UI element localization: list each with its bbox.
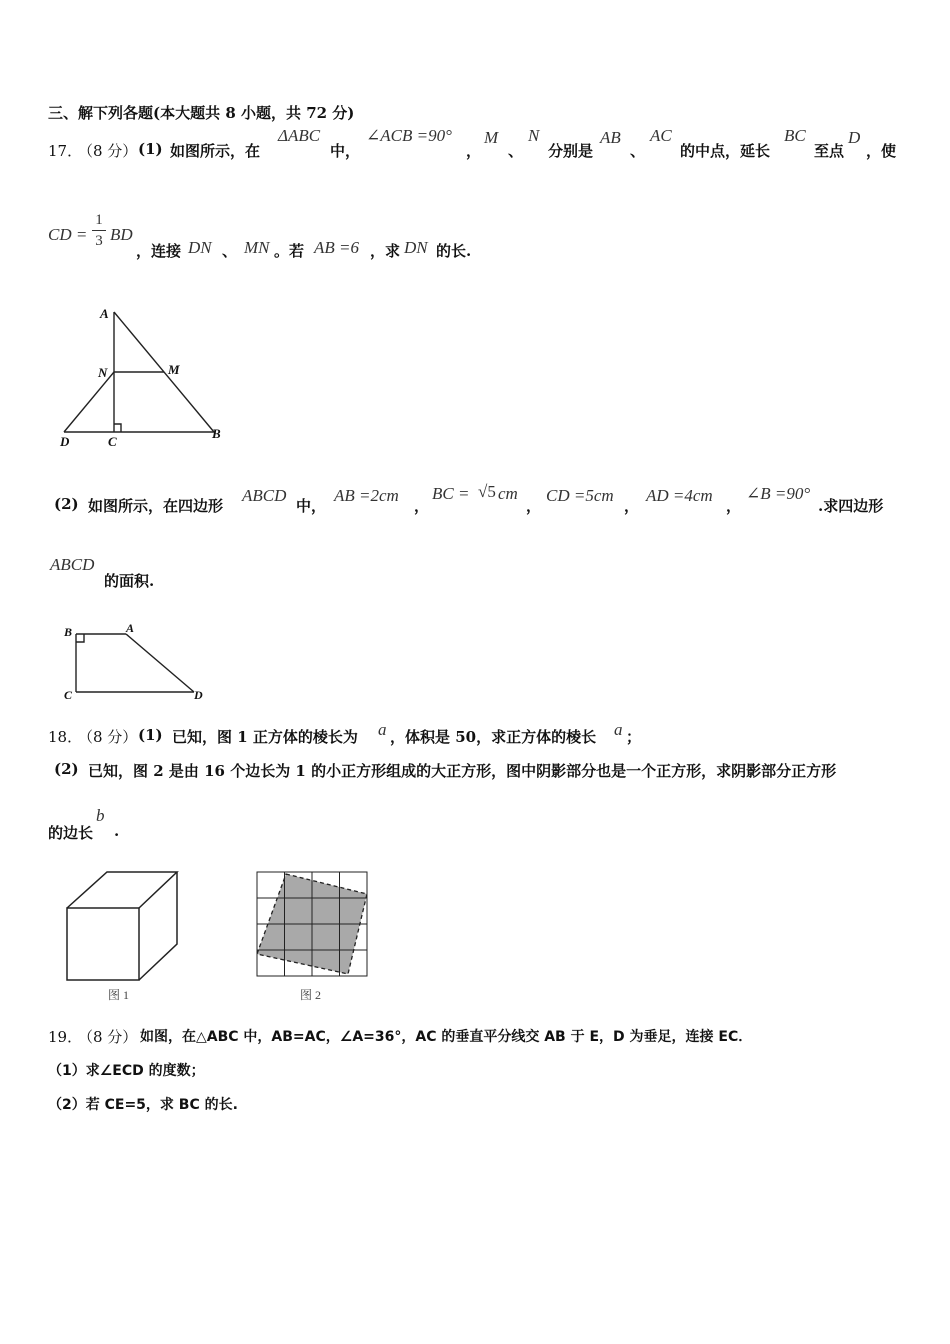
right-angle-mark [76,634,84,642]
q17-p1-text12: 。若 [274,242,305,260]
q17-math-AC: AC [650,126,672,145]
fraction-denominator: 3 [95,233,103,249]
section-header: 三、解下列各题(本大题共 8 小题，共 72 分) [48,104,355,122]
q18-p2-text1: 已知，图 2 是由 16 个边长为 1 的小正方形组成的大正方形，图中阴影部分也是一个正方形，求阴影部分正方形 [88,762,837,780]
q17-math-D: D [848,128,861,147]
q18-p1-text3: ； [626,728,642,746]
label-A: A [100,306,109,321]
q19-part1: （1）求∠ECD 的度数； [48,1063,205,1079]
q17-p2-comma1: ， [414,497,430,515]
q17-math-angle: ∠ACB =90° [366,126,452,145]
q17-math-BC: BC = [432,484,470,503]
q17-math-angleB: ∠B =90° [746,484,811,503]
q19-number: 19． [48,1028,83,1046]
label-M: M [168,362,180,377]
q17-math-BC: BC [784,126,806,145]
q18-p1-text2: ，体积是 50，求正方体的棱长 [390,728,597,746]
q17-figure2-quadrilateral [60,618,220,704]
q17-p1-text9: ，使 [866,142,897,160]
q17-p1-text7: 的中点，延长 [680,142,771,160]
cube-top-face [67,872,177,908]
segment-AD [126,634,194,692]
figure-caption-2: 图 2 [300,988,322,1002]
q17-figure1-triangle [50,300,240,455]
q17-math-AB: AB [600,128,621,147]
q17-math-triangle: ΔABC [278,126,321,145]
q17-p1-text10: ，连接 [136,242,182,260]
label-C: C [108,434,117,449]
q17-math-CD5cm: CD =5cm [546,486,614,505]
q17-math-DN2: DN [404,238,428,257]
q17-p2-text3: .求四边形 [818,497,884,515]
q17-math-ABCD: ABCD [242,486,287,505]
q17-math-DN: DN [188,238,212,257]
q17-part1-label: (1) [138,140,163,158]
q19-part2: （2）若 CE=5，求 BC 的长. [48,1097,238,1113]
q17-math-BD: BD [110,225,133,244]
q18-p2-text3: . [114,822,120,840]
q18-figure1-cube [60,866,190,1006]
label-D: D [60,434,70,449]
q17-p1-text6: 、 [630,142,646,160]
q17-math-AB6: AB =6 [314,238,359,257]
q17-math-CD: CD = [48,225,88,244]
q18-part2-label: (2) [54,760,79,778]
label-C: C [64,688,73,702]
q17-math-AD4cm: AD =4cm [646,486,713,505]
q17-math-N: N [528,126,540,145]
q18-part1-label: (1) [138,726,163,744]
right-angle-mark [114,424,121,432]
q19-stem: 如图，在△ABC 中，AB=AC，∠A=36°，AC 的垂直平分线交 AB 于 E，D 为垂足，连接 EC． [140,1029,753,1045]
q18-math-a: a [378,720,387,739]
q17-math-MN: MN [244,238,270,257]
q17-p1-text11: 、 [222,242,238,260]
q17-p1-text5: 分别是 [548,142,594,160]
q17-fraction [92,212,106,249]
q17-points: （8 分） [78,142,138,160]
q17-p2-text1: 如图所示，在四边形 [88,497,224,515]
q17-p1-text14: 的长. [436,242,472,260]
label-N: N [98,365,108,380]
label-D: D [194,688,203,702]
label-A: A [126,621,135,635]
q17-math-BC-unit: cm [498,484,518,503]
q18-p2-text2: 的边长 [48,824,94,842]
q17-p2-text4: 的面积. [104,572,155,590]
q17-math-AB2cm: AB =2cm [334,486,399,505]
q17-p1-text13: ，求 [370,242,401,260]
q17-p2-comma4: ， [726,497,742,515]
q17-math-sqrt5: √5 [478,482,496,501]
q17-p1-text4: 、 [508,142,524,160]
q18-figure2-grid [250,866,380,1006]
figure-caption-1: 图 1 [108,988,130,1002]
fraction-bar [92,230,106,231]
label-B: B [64,625,73,639]
q17-p2-comma2: ， [526,497,542,515]
q17-math-ABCD2: ABCD [50,555,95,574]
segment-DN [64,372,114,432]
label-B: B [212,426,221,441]
q18-p1-text1: 已知，图 1 正方体的棱长为 [172,728,358,746]
cube-side-face [139,872,177,980]
q17-p2-comma3: ， [624,497,640,515]
q17-number: 17． [48,142,83,160]
q17-p1-text2: 中， [330,142,361,160]
q17-p1-text1: 如图所示，在 [170,142,261,160]
q17-p2-text2: 中， [296,497,327,515]
cube-front-face [67,908,139,980]
q18-points: （8 分） [78,728,138,746]
q19-points: （8 分） [78,1028,138,1046]
q17-p1-text3: ， [466,142,482,160]
q18-number: 18． [48,728,83,746]
fraction-numerator: 1 [95,212,103,228]
q17-math-M: M [484,128,499,147]
q18-math-a2: a [614,720,623,739]
q17-p1-text8: 至点 [814,142,845,160]
q17-part2-label: (2) [54,495,79,513]
q18-math-b: b [96,806,105,825]
